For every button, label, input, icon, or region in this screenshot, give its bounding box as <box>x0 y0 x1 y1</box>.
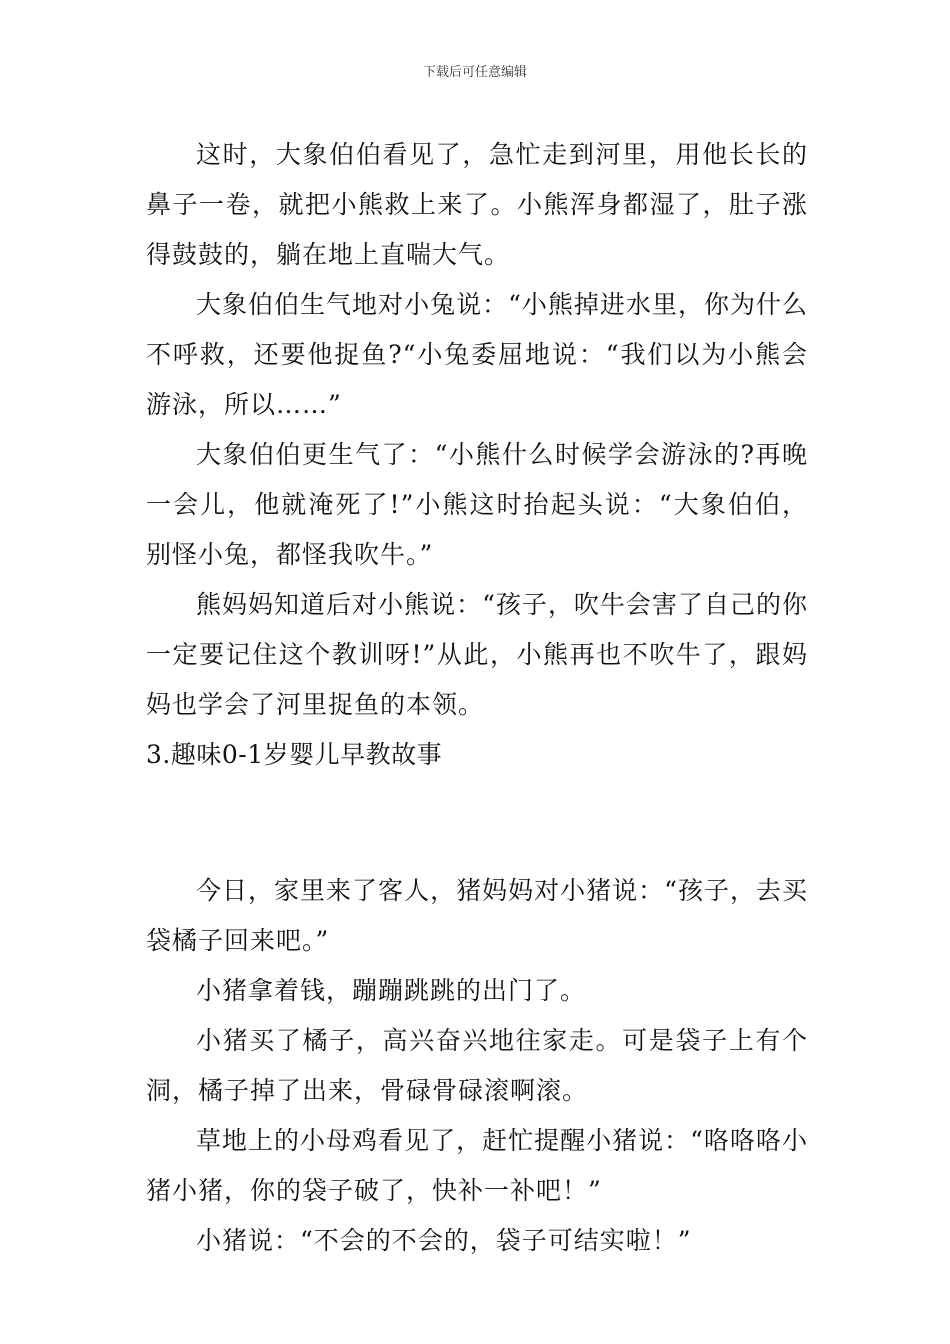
section-spacer <box>146 780 808 866</box>
paragraph: 小猪买了橘子，高兴奋兴地往家走。可是袋子上有个洞，橘子掉了出来，骨碌骨碌滚啊滚。 <box>146 1026 808 1105</box>
paragraph: 今日，家里来了客人，猪妈妈对小猪说：“孩子，去买袋橘子回来吧。” <box>146 876 808 955</box>
document-body <box>146 130 808 1266</box>
paragraph: 大象伯伯生气地对小兔说：“小熊掉进水里，你为什么不呼救，还要他捉鱼?“小兔委屈地说：“我们以为小熊会游泳，所以……” <box>146 290 808 419</box>
paragraph: 草地上的小母鸡看见了，赶忙提醒小猪说：“咯咯咯小猪小猪，你的袋子破了，快补一补吧！” <box>146 1126 808 1205</box>
paragraph: 这时，大象伯伯看见了，急忙走到河里，用他长长的鼻子一卷，就把小熊救上来了。小熊浑身都湿了，肚子涨得鼓鼓的，躺在地上直喘大气。 <box>146 140 808 269</box>
paragraph: 小猪拿着钱，蹦蹦跳跳的出门了。 <box>196 976 587 1005</box>
paragraph: 小猪说：“不会的不会的，袋子可结实啦！” <box>196 1226 692 1255</box>
section-heading: 3.趣味0-1岁婴儿早教故事 <box>146 740 443 769</box>
paragraph: 熊妈妈知道后对小熊说：“孩子，吹牛会害了自己的你一定要记住这个教训呀!”从此，小熊再也不吹牛了，跟妈妈也学会了河里捉鱼的本领。 <box>146 590 808 719</box>
page-header: 下载后可任意编辑 <box>422 65 527 80</box>
paragraph: 大象伯伯更生气了：“小熊什么时候学会游泳的?再晚一会儿，他就淹死了!”小熊这时抬起头说：“大象伯伯，别怪小兔，都怪我吹牛。” <box>146 440 808 569</box>
